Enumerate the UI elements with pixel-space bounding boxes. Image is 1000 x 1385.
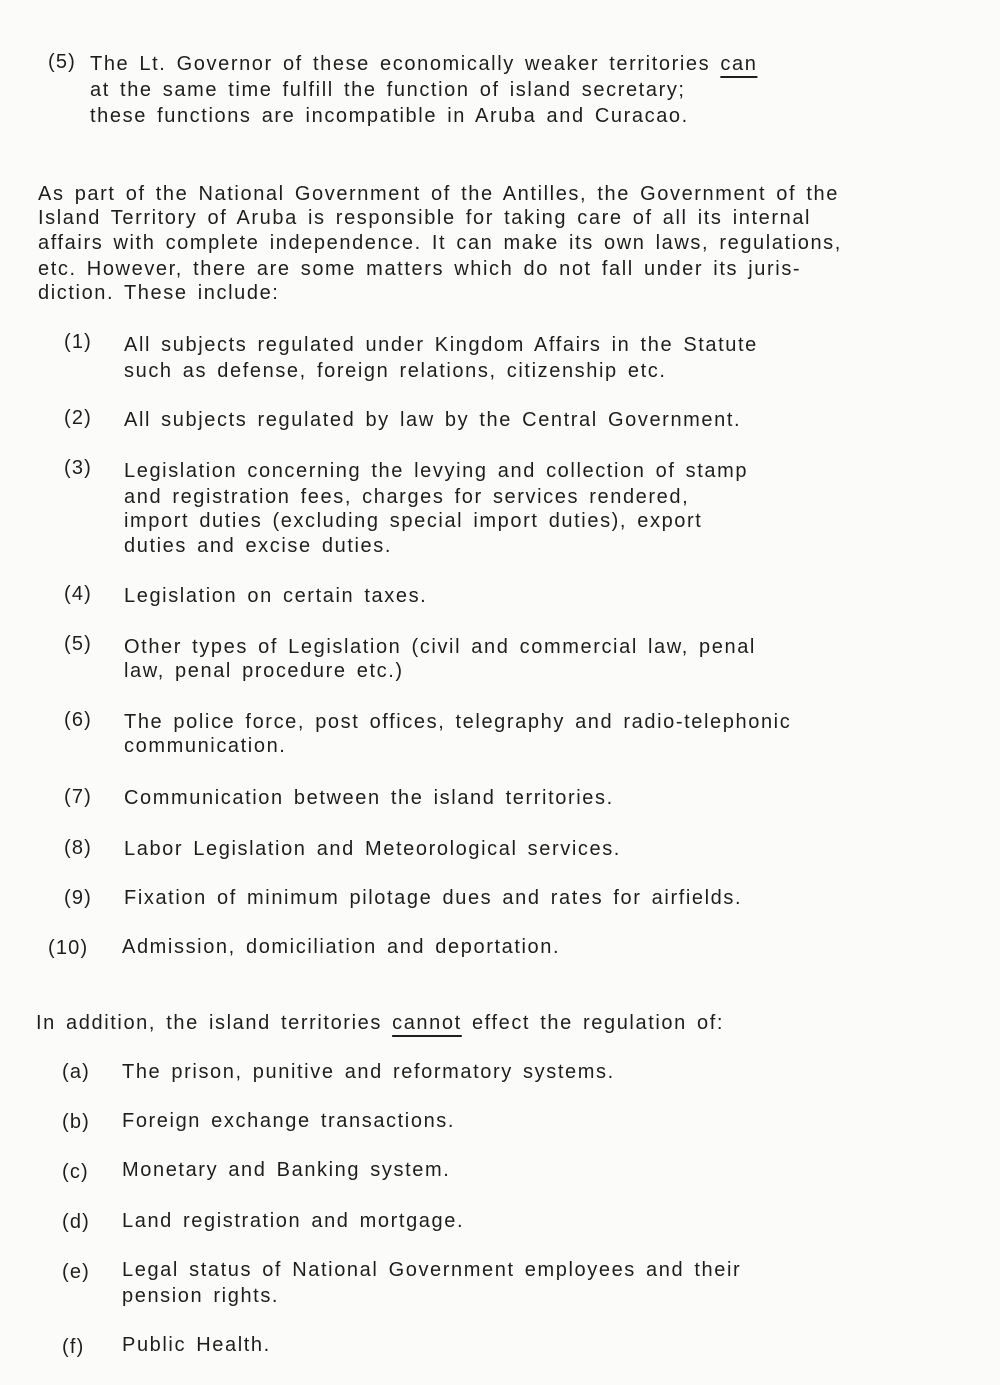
intro-item-line-1-text: The Lt. Governor of these economically weaker territories <box>90 53 711 75</box>
list-item-number: (1) <box>64 331 93 353</box>
list-item-line: Foreign exchange transactions. <box>122 1110 456 1132</box>
list-item-number: (6) <box>64 709 93 731</box>
list-item-line: Labor Legislation and Meteorological services. <box>124 838 621 860</box>
addition-before: In addition, the island territories <box>36 1012 382 1034</box>
list-item-line: Admission, domiciliation and deportation. <box>122 936 561 958</box>
list-item-letter: (a) <box>62 1061 91 1083</box>
list-item-line: The prison, punitive and reformatory systems. <box>122 1061 615 1083</box>
list-item-line: Land registration and mortgage. <box>122 1210 465 1232</box>
list-item-line: Monetary and Banking system. <box>122 1159 451 1181</box>
list-item-letter: (c) <box>62 1161 89 1183</box>
intro-item-emphasis: can <box>720 53 758 75</box>
list-item-line: Legislation concerning the levying and collection of stamp <box>124 460 749 482</box>
list-item-line: pension rights. <box>122 1285 280 1307</box>
list-item-number: (5) <box>64 633 93 655</box>
intro-item-line-1 <box>90 52 757 76</box>
intro-item-line-3: these functions are incompatible in Aruba and Curacao. <box>90 105 689 127</box>
list-item-line: Legal status of National Government employees and their <box>122 1259 742 1281</box>
list-item-line: The police force, post offices, telegraphy and radio-telephonic <box>124 711 792 733</box>
addition-after: effect the regulation of: <box>471 1012 725 1034</box>
intro-item-line-2: at the same time fulfill the function of island secretary; <box>90 79 686 101</box>
intro-item-number: (5) <box>48 51 77 73</box>
list-item-line: All subjects regulated under Kingdom Affairs in the Statute <box>124 334 758 356</box>
list-item-line: Legislation on certain taxes. <box>124 585 428 607</box>
list-item-line: Communication between the island territories. <box>124 787 614 809</box>
paragraph-line: affairs with complete independence. It can make its own laws, regulations, <box>38 232 842 254</box>
list-item-letter: (f) <box>62 1336 85 1358</box>
list-item-number: (8) <box>64 837 93 859</box>
paragraph-line: diction. These include: <box>38 282 280 304</box>
list-item-line: communication. <box>124 735 287 757</box>
addition-emphasis: cannot <box>392 1012 462 1034</box>
list-item-number: (7) <box>64 786 93 808</box>
list-item-line: duties and excise duties. <box>124 535 393 557</box>
list-item-number: (4) <box>64 583 93 605</box>
list-item-line: All subjects regulated by law by the Central Government. <box>124 409 742 431</box>
list-item-number: (10) <box>48 937 89 959</box>
list-item-line: Public Health. <box>122 1334 271 1356</box>
list-item-line: import duties (excluding special import duties), export <box>124 510 703 532</box>
paragraph-line: As part of the National Government of the Antilles, the Government of the <box>38 183 839 205</box>
list-item-line: and registration fees, charges for services rendered, <box>124 486 690 508</box>
addition-sentence <box>36 1011 724 1035</box>
list-item-line: law, penal procedure etc.) <box>124 660 404 682</box>
list-item-letter: (d) <box>62 1211 91 1233</box>
paragraph-line: Island Territory of Aruba is responsible for taking care of all its internal <box>38 207 812 229</box>
list-item-line: Fixation of minimum pilotage dues and rates for airfields. <box>124 887 743 909</box>
list-item-number: (2) <box>64 407 93 429</box>
list-item-line: Other types of Legislation (civil and commercial law, penal <box>124 636 756 658</box>
paragraph-line: etc. However, there are some matters which do not fall under its juris- <box>38 258 802 280</box>
list-item-letter: (e) <box>62 1261 91 1283</box>
list-item-number: (3) <box>64 457 93 479</box>
list-item-line: such as defense, foreign relations, citizenship etc. <box>124 360 667 382</box>
list-item-letter: (b) <box>62 1111 91 1133</box>
list-item-number: (9) <box>64 887 93 909</box>
